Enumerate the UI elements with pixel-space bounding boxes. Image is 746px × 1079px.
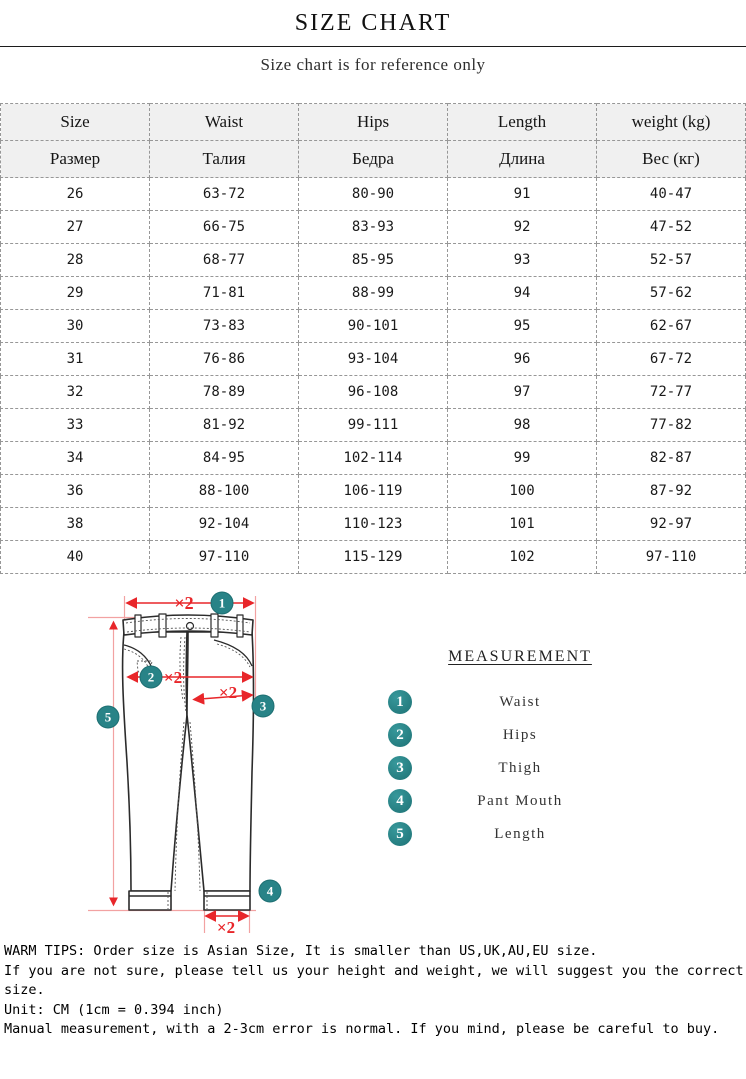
size-cell: 99-111 xyxy=(299,409,448,442)
page-title: SIZE CHART xyxy=(294,10,452,36)
table-row xyxy=(1,475,746,508)
table-row xyxy=(1,211,746,244)
size-cell: 92-97 xyxy=(597,508,746,541)
size-cell: 93 xyxy=(448,244,597,277)
size-cell: 96 xyxy=(448,343,597,376)
warm-tips-line: WARM TIPS: Order size is Asian Size, It is smaller than US,UK,AU,EU size. xyxy=(4,943,598,959)
measurement-legend xyxy=(380,648,660,851)
size-cell: 33 xyxy=(1,409,150,442)
table-row xyxy=(1,442,746,475)
size-cell: 93-104 xyxy=(299,343,448,376)
table-row xyxy=(1,376,746,409)
measurement-legend-items xyxy=(380,686,660,851)
measurement-legend-title: MEASUREMENT xyxy=(448,648,592,665)
size-cell: 99 xyxy=(448,442,597,475)
legend-label: Length xyxy=(494,826,546,842)
col-header-en: Size xyxy=(1,104,150,141)
legend-item xyxy=(380,752,660,785)
table-row xyxy=(1,541,746,574)
svg-text:2: 2 xyxy=(147,669,155,685)
marker-2-hips xyxy=(140,666,162,688)
legend-number-badge: 3 xyxy=(388,756,412,780)
legend-number-badge: 5 xyxy=(388,822,412,846)
size-table-header xyxy=(1,104,746,178)
times2-hips-label: ×2 xyxy=(163,668,183,687)
size-cell: 97-110 xyxy=(150,541,299,574)
size-cell: 31 xyxy=(1,343,150,376)
size-cell: 78-89 xyxy=(150,376,299,409)
size-cell: 40 xyxy=(1,541,150,574)
page-subtitle: Size chart is for reference only xyxy=(260,55,486,74)
size-cell: 32 xyxy=(1,376,150,409)
size-cell: 67-72 xyxy=(597,343,746,376)
col-header-ru: Бедра xyxy=(299,141,448,178)
size-cell: 92-104 xyxy=(150,508,299,541)
size-cell: 57-62 xyxy=(597,277,746,310)
size-cell: 106-119 xyxy=(299,475,448,508)
warm-tips-line: Unit: CM (1cm = 0.394 inch) xyxy=(4,1001,224,1018)
size-cell: 94 xyxy=(448,277,597,310)
size-cell: 72-77 xyxy=(597,376,746,409)
size-cell: 40-47 xyxy=(597,178,746,211)
size-cell: 101 xyxy=(448,508,597,541)
times2-waist-label: ×2 xyxy=(174,593,194,613)
size-cell: 62-67 xyxy=(597,310,746,343)
size-cell: 38 xyxy=(1,508,150,541)
header-row xyxy=(1,141,746,178)
size-cell: 76-86 xyxy=(150,343,299,376)
col-header-en: weight (kg) xyxy=(597,104,746,141)
size-cell: 26 xyxy=(1,178,150,211)
size-cell: 90-101 xyxy=(299,310,448,343)
col-header-ru: Размер xyxy=(1,141,150,178)
marker-3-thigh xyxy=(252,695,274,717)
col-header-ru: Длина xyxy=(448,141,597,178)
warm-tips xyxy=(4,942,746,1040)
table-row xyxy=(1,244,746,277)
marker-5-length xyxy=(97,706,119,728)
size-cell: 115-129 xyxy=(299,541,448,574)
table-row xyxy=(1,277,746,310)
legend-item xyxy=(380,686,660,719)
size-cell: 102-114 xyxy=(299,442,448,475)
col-header-ru: Вес (кг) xyxy=(597,141,746,178)
size-cell: 47-52 xyxy=(597,211,746,244)
size-table-body xyxy=(1,178,746,574)
size-cell: 98 xyxy=(448,409,597,442)
size-cell: 73-83 xyxy=(150,310,299,343)
size-cell: 80-90 xyxy=(299,178,448,211)
legend-item xyxy=(380,719,660,752)
size-cell: 68-77 xyxy=(150,244,299,277)
table-row xyxy=(1,178,746,211)
size-cell: 27 xyxy=(1,211,150,244)
warm-tips-line: If you are not sure, please tell us your height and weight, we will suggest you the correct xyxy=(4,962,744,979)
times2-thigh-label: ×2 xyxy=(218,683,238,702)
size-cell: 97 xyxy=(448,376,597,409)
size-table xyxy=(0,103,746,574)
legend-label: Thigh xyxy=(498,760,542,776)
size-cell: 29 xyxy=(1,277,150,310)
legend-number-badge: 1 xyxy=(388,690,412,714)
size-cell: 30 xyxy=(1,310,150,343)
size-cell: 82-87 xyxy=(597,442,746,475)
table-row xyxy=(1,310,746,343)
pants-drawing xyxy=(80,585,290,943)
legend-number-badge: 4 xyxy=(388,789,412,813)
size-cell: 97-110 xyxy=(597,541,746,574)
size-cell: 28 xyxy=(1,244,150,277)
size-cell: 66-75 xyxy=(150,211,299,244)
svg-text:5: 5 xyxy=(104,709,112,725)
svg-text:1: 1 xyxy=(218,595,226,611)
size-cell: 83-93 xyxy=(299,211,448,244)
size-cell: 85-95 xyxy=(299,244,448,277)
col-header-en: Waist xyxy=(150,104,299,141)
col-header-en: Hips xyxy=(299,104,448,141)
size-cell: 87-92 xyxy=(597,475,746,508)
size-cell: 71-81 xyxy=(150,277,299,310)
warm-tips-line: Manual measurement, with a 2-3cm error is normal. If you mind, please be careful to buy. xyxy=(4,1021,720,1037)
warm-tips-line: size. xyxy=(4,982,45,998)
legend-label: Pant Mouth xyxy=(477,793,563,809)
col-header-ru: Талия xyxy=(150,141,299,178)
col-header-en: Length xyxy=(448,104,597,141)
size-cell: 110-123 xyxy=(299,508,448,541)
legend-label: Hips xyxy=(502,727,538,743)
table-row xyxy=(1,343,746,376)
size-cell: 81-92 xyxy=(150,409,299,442)
legend-item xyxy=(380,785,660,818)
svg-text:3: 3 xyxy=(259,698,267,714)
legend-label: Waist xyxy=(499,694,541,710)
size-cell: 95 xyxy=(448,310,597,343)
size-cell: 63-72 xyxy=(150,178,299,211)
times2-pant-mouth-label: ×2 xyxy=(216,918,236,937)
size-cell: 77-82 xyxy=(597,409,746,442)
table-row xyxy=(1,409,746,442)
size-cell: 96-108 xyxy=(299,376,448,409)
legend-item xyxy=(380,818,660,851)
size-cell: 91 xyxy=(448,178,597,211)
size-cell: 34 xyxy=(1,442,150,475)
pants-diagram xyxy=(80,585,290,943)
legend-number-badge: 2 xyxy=(388,723,412,747)
size-cell: 36 xyxy=(1,475,150,508)
size-cell: 100 xyxy=(448,475,597,508)
size-cell: 88-100 xyxy=(150,475,299,508)
marker-4-pant-mouth xyxy=(259,880,281,902)
table-row xyxy=(1,508,746,541)
size-cell: 52-57 xyxy=(597,244,746,277)
marker-1-waist xyxy=(211,592,233,614)
size-cell: 84-95 xyxy=(150,442,299,475)
size-cell: 92 xyxy=(448,211,597,244)
size-cell: 102 xyxy=(448,541,597,574)
svg-text:4: 4 xyxy=(266,883,274,899)
header-row xyxy=(1,104,746,141)
size-cell: 88-99 xyxy=(299,277,448,310)
